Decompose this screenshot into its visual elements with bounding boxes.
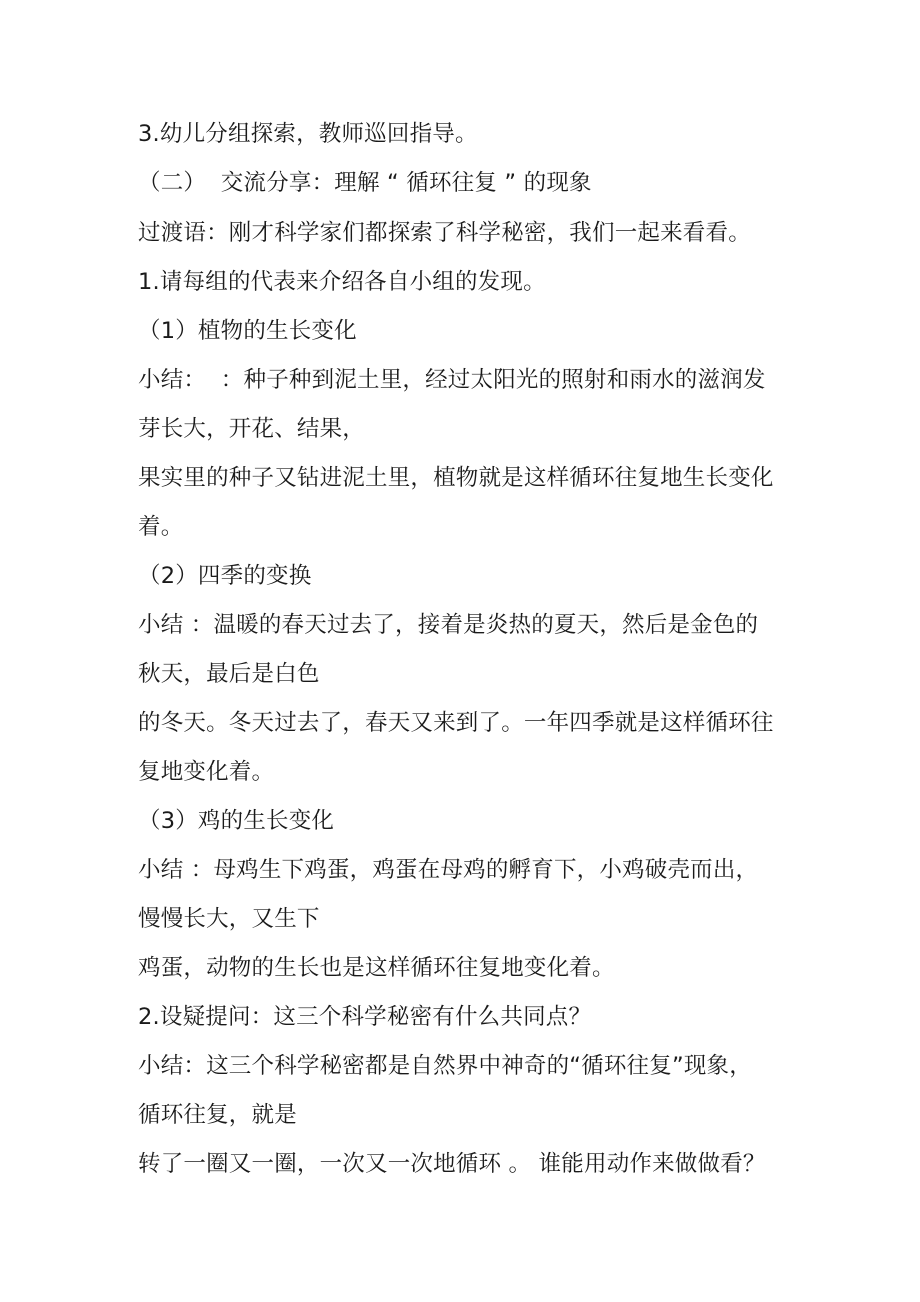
text-line-activity-3: 3.幼儿分组探索，教师巡回指导。 xyxy=(138,121,478,147)
summary-line: 秋天，最后是白色 xyxy=(138,661,320,687)
text-line-step-2: 2.设疑提问：这三个科学秘密有什么共同点？ xyxy=(138,1004,592,1030)
summary-line: 小结： ：种子种到泥土里，经过太阳光的照射和雨水的滋润发 xyxy=(138,367,766,393)
summary-line: 复地变化着。 xyxy=(138,759,275,785)
summary-line: 慢慢长大，又生下 xyxy=(138,906,320,932)
summary-line: 小结 ：温暖的春天过去了，接着是炎热的夏天，然后是金色的 xyxy=(138,612,759,638)
summary-line: 果实里的种子又钻进泥土里，植物就是这样循环往复地生长变化 xyxy=(138,465,774,491)
summary-line: 鸡蛋，动物的生长也是这样循环往复地变化着。 xyxy=(138,955,615,981)
summary-line: 芽长大，开花、结果， xyxy=(138,416,366,442)
summary-line: 转了一圈又一圈，一次又一次地循环 。 谁能用动作来做做看？ xyxy=(138,1151,766,1177)
summary-line: 小结 ：母鸡生下鸡蛋，鸡蛋在母鸡的孵育下，小鸡破壳而出， xyxy=(138,857,759,883)
summary-line: 小结：这三个科学秘密都是自然界中神奇的“循环往复”现象， xyxy=(138,1053,752,1079)
summary-line: 循环往复，就是 xyxy=(138,1102,297,1128)
subheading-chicken-growth: （3）鸡的生长变化 xyxy=(138,808,335,834)
summary-line: 着。 xyxy=(138,514,184,540)
section-heading-exchange: （二） 交流分享：理解 “ 循环往复 ” 的现象 xyxy=(138,170,592,196)
summary-line: 的冬天。冬天过去了，春天又来到了。一年四季就是这样循环往 xyxy=(138,710,774,736)
text-line-transition: 过渡语：刚才科学家们都探索了科学秘密，我们一起来看看。 xyxy=(138,220,751,246)
subheading-plant-growth: （1）植物的生长变化 xyxy=(138,318,357,344)
text-line-step-1: 1.请每组的代表来介绍各自小组的发现。 xyxy=(138,269,546,295)
subheading-seasons: （2）四季的变换 xyxy=(138,563,312,589)
